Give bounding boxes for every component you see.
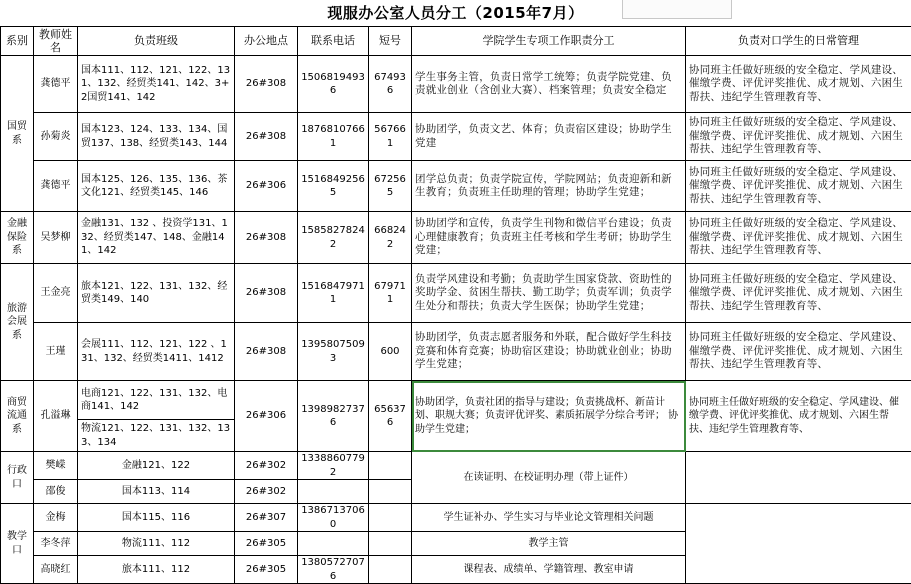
dept-cell[interactable]: 商贸流通系	[1, 381, 34, 452]
office-cell[interactable]: 26#307	[235, 504, 298, 532]
short-cell[interactable]	[369, 504, 412, 532]
phone-cell[interactable]	[298, 532, 369, 556]
teacher-cell[interactable]: 孙菊炎	[34, 113, 78, 161]
daily-cell[interactable]: 协同班主任做好班级的安全稳定、学风建设、催缴学费、评优评奖推优、成才规划、六困生帮扶、违纪学生管理教育等、	[686, 212, 911, 264]
header-short[interactable]: 短号	[369, 27, 412, 56]
office-cell[interactable]: 26#305	[235, 532, 298, 556]
dept-cell[interactable]: 国贸系	[1, 56, 34, 212]
duty-cell-selected[interactable]: 协助团学，负责社团的指导与建设；负责挑战杯、新苗计划、职规大赛；负责评优评奖、素质拓展学分综合考评； 协助学生党建；	[412, 381, 686, 452]
short-cell[interactable]: 668242	[369, 212, 412, 264]
table-row	[1, 381, 911, 420]
office-cell[interactable]: 26#302	[235, 452, 298, 480]
phone-cell[interactable]: 13867137060	[298, 504, 369, 532]
table-row	[1, 113, 911, 161]
office-cell[interactable]: 26#306	[235, 161, 298, 212]
classes-cell[interactable]: 国本113、114	[78, 480, 235, 504]
header-dept[interactable]: 系别	[1, 27, 34, 56]
short-cell[interactable]	[369, 532, 412, 556]
table-row	[1, 323, 911, 381]
phone-cell[interactable]: 13958075093	[298, 323, 369, 381]
duty-cell[interactable]: 负责学风建设和考勤；负责助学生国家贷款、资助性的奖助学金、贫困生帮扶、勤工助学；负责军训；负责学生处分和帮扶；负责大学生医保；协助学生党建；	[412, 264, 686, 323]
table-row	[1, 161, 911, 212]
name-box-overlay[interactable]	[622, 0, 732, 19]
table-row	[1, 264, 911, 323]
teacher-cell[interactable]: 高晓红	[34, 556, 78, 584]
duty-cell[interactable]: 协助团学，负责文艺、体育；负责宿区建设；协助学生党建	[412, 113, 686, 161]
classes-cell[interactable]: 物流121、122、131、132、133、134	[78, 420, 235, 452]
classes-cell[interactable]: 国本115、116	[78, 504, 235, 532]
phone-cell[interactable]: 15168492565	[298, 161, 369, 212]
table-row	[1, 56, 911, 113]
header-teacher[interactable]: 教师姓名	[34, 27, 78, 56]
daily-cell[interactable]: 协同班主任做好班级的安全稳定、学风建设、催缴学费、评优评奖推优、成才规划、六困生帮扶、违纪学生管理教育等、	[686, 381, 911, 452]
phone-cell[interactable]: 15168479711	[298, 264, 369, 323]
classes-cell[interactable]: 国本123、124、133、134、国贸137、138、经贸类143、144	[78, 113, 235, 161]
teacher-cell[interactable]: 吴梦柳	[34, 212, 78, 264]
daily-cell[interactable]: 协同班主任做好班级的安全稳定、学风建设、催缴学费、评优评奖推优、成才规划、六困生帮扶、违纪学生管理教育等、	[686, 264, 911, 323]
teacher-cell[interactable]: 孔溢琳	[34, 381, 78, 452]
duty-cell[interactable]: 协助团学，负责志愿者服务和外联，配合做好学生科技竞赛和体育竞赛；协助宿区建设；协助就业创业；协助学生党建；	[412, 323, 686, 381]
duty-cell[interactable]: 在读证明、在校证明办理（带上证件）	[412, 452, 686, 504]
classes-cell[interactable]: 旅本111、112	[78, 556, 235, 584]
dept-cell[interactable]: 旅游会展系	[1, 264, 34, 381]
office-cell[interactable]: 26#308	[235, 323, 298, 381]
phone-cell[interactable]: 18768107661	[298, 113, 369, 161]
office-cell[interactable]: 26#302	[235, 480, 298, 504]
dept-cell[interactable]: 金融保险系	[1, 212, 34, 264]
header-duty[interactable]: 学院学生专项工作职责分工	[412, 27, 686, 56]
classes-cell[interactable]: 电商121、122、131、132、电商141、142	[78, 381, 235, 420]
office-cell[interactable]: 26#308	[235, 113, 298, 161]
short-cell[interactable]	[369, 556, 412, 584]
short-cell[interactable]	[369, 480, 412, 504]
header-row	[1, 27, 911, 56]
daily-cell[interactable]: 协同班主任做好班级的安全稳定、学风建设、催缴学费、评优评奖推优、成才规划、六困生帮扶、违纪学生管理教育等、	[686, 56, 911, 113]
phone-cell[interactable]: 15068194936	[298, 56, 369, 113]
daily-cell[interactable]	[686, 452, 911, 504]
office-cell[interactable]: 26#308	[235, 56, 298, 113]
dept-cell[interactable]: 行政口	[1, 452, 34, 504]
classes-cell[interactable]: 国本125、126、135、136、茶文化121、经贸类145、146	[78, 161, 235, 212]
duty-cell[interactable]: 学生证补办、学生实习与毕业论文管理相关问题	[412, 504, 686, 532]
table-row	[1, 212, 911, 264]
phone-cell[interactable]: 15858278242	[298, 212, 369, 264]
short-cell[interactable]: 679711	[369, 264, 412, 323]
dept-cell[interactable]: 教学口	[1, 504, 34, 584]
duty-cell[interactable]: 协助团学和宣传，负责学生刊物和微信平台建设；负责心理健康教育；负责班主任考核和学生考研；协助学生党建；	[412, 212, 686, 264]
teacher-cell[interactable]: 邵俊	[34, 480, 78, 504]
staff-table	[0, 26, 911, 584]
teacher-cell[interactable]: 龚德平	[34, 161, 78, 212]
teacher-cell[interactable]: 王瑾	[34, 323, 78, 381]
daily-cell[interactable]: 协同班主任做好班级的安全稳定、学风建设、催缴学费、评优评奖推优、成才规划、六困生帮扶、违纪学生管理教育等、	[686, 113, 911, 161]
office-cell[interactable]: 26#306	[235, 381, 298, 452]
teacher-cell[interactable]: 樊嵘	[34, 452, 78, 480]
duty-cell[interactable]: 课程表、成绩单、学籍管理、教室申请	[412, 556, 686, 584]
sheet-title: 现服办公室人员分工（2015年7月）	[0, 0, 911, 26]
classes-cell[interactable]: 金融131、132 、投资学131、132、经贸类147、148、金融141、142	[78, 212, 235, 264]
teacher-cell[interactable]: 王金亮	[34, 264, 78, 323]
classes-cell[interactable]: 会展111、112、121、122 、131、132、经贸类1411、1412	[78, 323, 235, 381]
classes-cell[interactable]: 物流111、112	[78, 532, 235, 556]
duty-cell[interactable]: 教学主管	[412, 532, 686, 556]
table-row	[1, 452, 911, 480]
classes-cell[interactable]: 国本111、112、121、122、131、132、经贸类141、142、3+2国贸141、142	[78, 56, 235, 113]
duty-cell[interactable]: 学生事务主管，负责日常学工统筹；负责学院党建、负责就业创业（含创业大赛）、档案管理；负责安全稳定	[412, 56, 686, 113]
office-cell[interactable]: 26#308	[235, 212, 298, 264]
daily-cell[interactable]	[686, 504, 911, 584]
short-cell[interactable]: 656376	[369, 381, 412, 452]
header-classes[interactable]: 负责班级	[78, 27, 235, 56]
short-cell[interactable]: 674936	[369, 56, 412, 113]
phone-cell[interactable]: 13989827376	[298, 381, 369, 452]
classes-cell[interactable]: 旅本121、122、131、132、经贸类149、140	[78, 264, 235, 323]
phone-cell[interactable]: 13805727076	[298, 556, 369, 584]
teacher-cell[interactable]: 金梅	[34, 504, 78, 532]
daily-cell[interactable]: 协同班主任做好班级的安全稳定、学风建设、催缴学费、评优评奖推优、成才规划、六困生帮扶、违纪学生管理教育等、	[686, 323, 911, 381]
phone-cell[interactable]	[298, 480, 369, 504]
table-row	[1, 504, 911, 532]
duty-cell[interactable]: 团学总负责；负责学院宣传，学院网站；负责迎新和新生教育；负责班主任助理的管理；协助学生党建；	[412, 161, 686, 212]
office-cell[interactable]: 26#308	[235, 264, 298, 323]
short-cell[interactable]: 672565	[369, 161, 412, 212]
teacher-cell[interactable]: 龚德平	[34, 56, 78, 113]
phone-cell[interactable]: 13388607792	[298, 452, 369, 480]
header-phone[interactable]: 联系电话	[298, 27, 369, 56]
header-office[interactable]: 办公地点	[235, 27, 298, 56]
short-cell[interactable]	[369, 452, 412, 480]
daily-cell[interactable]: 协同班主任做好班级的安全稳定、学风建设、催缴学费、评优评奖推优、成才规划、六困生帮扶、违纪学生管理教育等、	[686, 161, 911, 212]
short-cell[interactable]: 600	[369, 323, 412, 381]
header-daily[interactable]: 负责对口学生的日常管理	[686, 27, 911, 56]
short-cell[interactable]: 567661	[369, 113, 412, 161]
office-cell[interactable]: 26#305	[235, 556, 298, 584]
classes-cell[interactable]: 金融121、122	[78, 452, 235, 480]
teacher-cell[interactable]: 李冬萍	[34, 532, 78, 556]
